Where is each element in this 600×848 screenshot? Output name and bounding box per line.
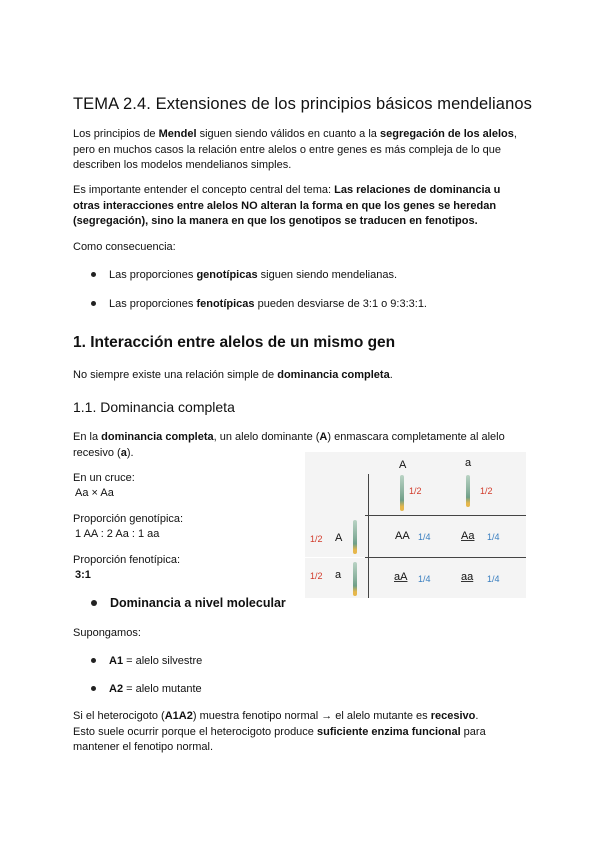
bullet-icon <box>91 686 96 691</box>
cross-label: En un cruce: <box>73 472 135 484</box>
punnett-divider-h2 <box>365 557 526 558</box>
intro-paragraph-2: Es importante entender el concepto central del tema: Las relaciones de dominancia u otras interacciones entre alelos NO alteran la forma en que los genes se heredan (segregación), sino la manera en que los genotipos se traducen en fenotipos. <box>73 184 501 227</box>
page-title: TEMA 2.4. Extensiones de los principios básicos mendelianos <box>73 95 532 113</box>
column-fraction-2: 1/2 <box>480 486 493 496</box>
cell-fraction: 1/4 <box>487 574 500 584</box>
section-heading-1-1: 1.1. Dominancia completa <box>73 399 235 415</box>
cell-fraction: 1/4 <box>418 574 431 584</box>
column-fraction-1: 1/2 <box>409 486 422 496</box>
cross-value: Aa × Aa <box>75 487 114 499</box>
chromosome-icon <box>466 475 470 507</box>
row-fraction-2: 1/2 <box>310 571 323 581</box>
cell-genotype: Aa <box>461 530 475 542</box>
cell-fraction: 1/4 <box>418 532 431 542</box>
phenotypic-value: 3:1 <box>75 569 91 581</box>
phenotypic-label: Proporción fenotípica: <box>73 554 181 566</box>
column-allele-a: a <box>465 457 472 469</box>
heterozygote-paragraph: Si el heterocigoto (A1A2) muestra fenotipo normal → el alelo mutante es recesivo. Esto suele ocurrir porque el heterocigoto produce suficiente enzima funcional para mantener el fenotipo normal. <box>73 710 486 753</box>
row-allele-A: A <box>335 532 343 544</box>
intro-paragraph-1: Los principios de Mendel siguen siendo válidos en cuanto a la segregación de los alelos, pero en muchos casos la relación entre alelos o entre genes es más compleja de lo que describen los modelos mendelianos simples. <box>73 128 517 171</box>
bullet-icon <box>91 301 96 306</box>
genotypic-value: 1 AA : 2 Aa : 1 aa <box>75 528 160 540</box>
cell-fraction: 1/4 <box>487 532 500 542</box>
bullet-molecular-dominance: Dominancia a nivel molecular <box>91 596 286 610</box>
column-allele-A: A <box>399 459 407 471</box>
suppose-text: Supongamos: <box>73 627 141 639</box>
section-heading-1: 1. Interacción entre alelos de un mismo gen <box>73 334 396 351</box>
bullet-genotypic: Las proporciones genotípicas siguen siendo mendelianas. <box>91 268 397 283</box>
chromosome-icon <box>353 562 357 596</box>
bullet-icon <box>91 600 97 606</box>
section-1-paragraph: No siempre existe una relación simple de dominancia completa. <box>73 369 393 381</box>
row-allele-a: a <box>335 569 342 581</box>
punnett-square <box>305 452 526 598</box>
chromosome-icon <box>400 475 404 511</box>
bullet-allele-a2: A2 = alelo mutante <box>91 682 202 697</box>
bullet-allele-a1: A1 = alelo silvestre <box>91 654 202 669</box>
cell-genotype: AA <box>395 530 410 542</box>
bullet-phenotypic: Las proporciones fenotípicas pueden desviarse de 3:1 o 9:3:3:1. <box>91 297 427 312</box>
punnett-header-band <box>305 452 526 516</box>
dominance-definition: En la dominancia completa, un alelo dominante (A) enmascara completamente al alelo recesivo (a). <box>73 431 505 459</box>
cell-genotype: aA <box>394 571 408 583</box>
genotypic-label: Proporción genotípica: <box>73 513 184 525</box>
row-fraction-1: 1/2 <box>310 534 323 544</box>
consequence-text: Como consecuencia: <box>73 241 176 253</box>
bullet-icon <box>91 272 96 277</box>
cell-genotype: aa <box>461 571 474 583</box>
chromosome-icon <box>353 520 357 554</box>
bullet-icon <box>91 658 96 663</box>
punnett-divider-h1 <box>365 515 526 516</box>
punnett-divider-v <box>368 474 369 598</box>
